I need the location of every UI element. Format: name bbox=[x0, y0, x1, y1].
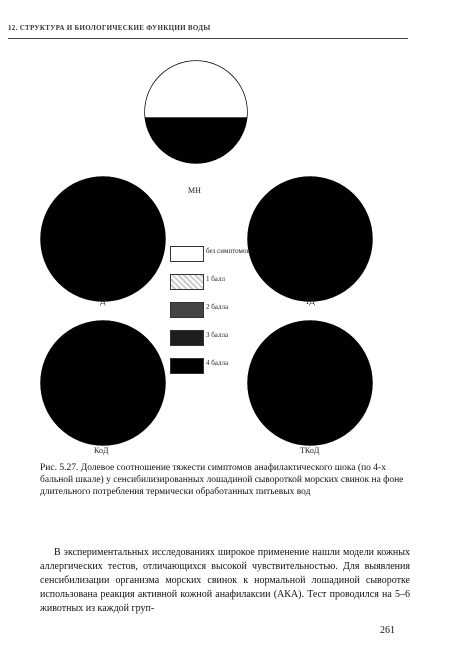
page-number: 261 bbox=[380, 625, 395, 636]
legend-swatch-none bbox=[170, 246, 204, 262]
body-paragraph bbox=[40, 546, 410, 616]
legend-label-2: 2 балла bbox=[206, 303, 229, 311]
legend-swatch-1 bbox=[170, 274, 204, 290]
pie-d bbox=[40, 176, 166, 302]
pie-svg-mn bbox=[144, 60, 248, 164]
pie-label-d: Д bbox=[100, 297, 106, 306]
pie-label-kod: КоД bbox=[94, 446, 109, 455]
running-head: 12. СТРУКТУРА И БИОЛОГИЧЕСКИЕ ФУНКЦИИ ВОДЫ bbox=[8, 24, 211, 32]
legend-label-4: 4 балла bbox=[206, 359, 229, 367]
pie-segment-level-0 bbox=[144, 60, 248, 117]
pie-svg-tkod bbox=[247, 320, 373, 446]
pie-label-tkod: ТКоД bbox=[300, 446, 320, 455]
pie-label-mn: МН bbox=[188, 186, 201, 195]
pie-td bbox=[247, 176, 373, 302]
pie-mn bbox=[144, 60, 248, 164]
pie-svg-td bbox=[247, 176, 373, 302]
legend-swatch-4 bbox=[170, 358, 204, 374]
pie-tkod bbox=[247, 320, 373, 446]
pie-svg-kod bbox=[40, 320, 166, 446]
pie-svg-d bbox=[40, 176, 166, 302]
legend-label-1: 1 балл bbox=[206, 275, 225, 283]
legend-label-none: без симптомов bbox=[206, 247, 250, 255]
legend-swatch-2 bbox=[170, 302, 204, 318]
legend-swatch-3 bbox=[170, 330, 204, 346]
figure-caption: Рис. 5.27. Долевое соотношение тяжести симптомов анафилактического шока (по 4-х бальной шкале) у сенсибилизированных лошадиной сывороткой морских свинок на фоне длительного потребления термически обработанных питьевых вод bbox=[40, 463, 404, 497]
pie-segment-level-4 bbox=[144, 117, 248, 164]
header-rule bbox=[8, 38, 408, 39]
body-paragraph-text: В экспериментальных исследованиях широкое применение нашли модели кожных аллергических тестов, отличающихся высокой чувствительностью. Для выявления сенсибилизации организма морских свинок к нормальной лошадиной сыворотке использована реакция активной кожной анафилаксии (АКА). Тест проводился на 5–6 животных из каждой груп- bbox=[40, 547, 410, 614]
pie-kod bbox=[40, 320, 166, 446]
legend-label-3: 3 балла bbox=[206, 331, 229, 339]
pie-label-td: ТД bbox=[305, 297, 315, 306]
